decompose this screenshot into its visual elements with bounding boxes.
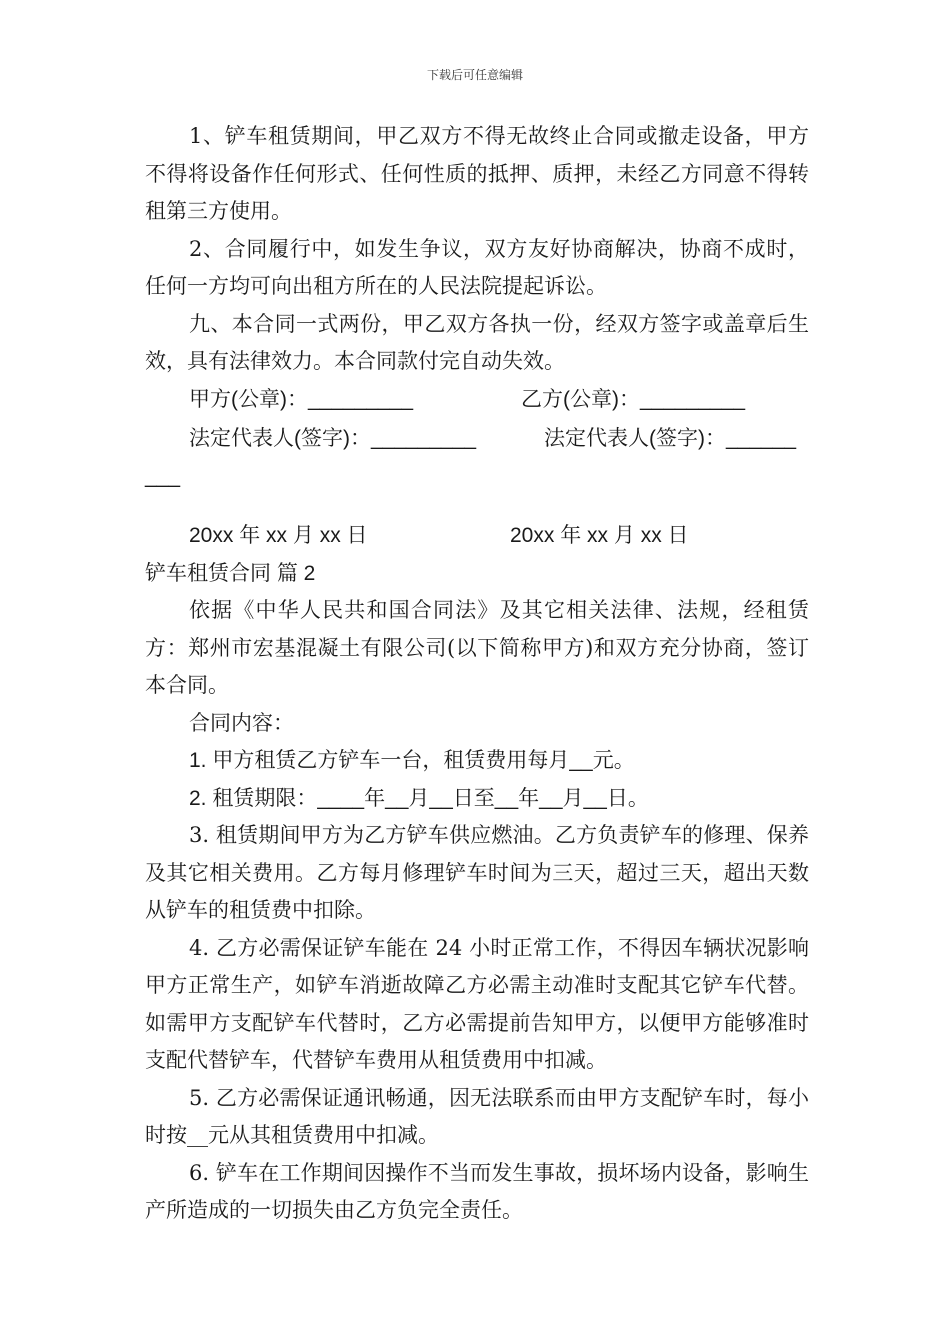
party-a-representative: 法定代表人(签字)：_________ — [189, 427, 477, 450]
date-row — [145, 517, 809, 555]
clause-paragraph-2: 2、合同履行中，如发生争议，双方友好协商解决，协商不成时，任何一方均可向出租方所在的人民法院提起诉讼。 — [145, 236, 809, 298]
party-b-date: 20xx 年 xx 月 xx 日 — [510, 524, 689, 547]
contract-item-5: 5. 乙方必需保证通讯畅通，因无法联系而由甲方支配铲车时，每小时按__元从其租赁费用中扣减。 — [145, 1085, 809, 1147]
party-a-seal: 甲方(公章)：_________ — [189, 387, 414, 411]
contract-item-6: 6. 铲车在工作期间因操作不当而发生事故，损坏场内设备，影响生产所造成的一切损失由乙方负完全责任。 — [145, 1160, 809, 1222]
party-a-date: 20xx 年 xx 月 xx 日 — [189, 524, 368, 547]
page-header: 下载后可任意编辑 — [426, 68, 523, 82]
section-title: 铲车租赁合同 篇 2 — [145, 561, 316, 585]
contract-item-2: 2. 租赁期限：____年__月__日至__年__月__日。 — [189, 786, 649, 810]
contract-item-4: 4. 乙方必需保证铲车能在 24 小时正常工作，不得因车辆状况影响甲方正常生产，如铲车消逝故障乙方必需主动准时支配其它铲车代替。如需甲方支配铲车代替时，乙方必需提前告知甲方，以便甲方能够准时支配代替铲车，代替铲车费用从租赁费用中扣减。 — [145, 935, 809, 1072]
representative-row — [145, 420, 809, 458]
seal-row — [145, 381, 809, 419]
party-b-seal: 乙方(公章)：_________ — [521, 387, 746, 411]
contract-item-3: 3. 租赁期间甲方为乙方铲车供应燃油。乙方负责铲车的修理、保养及其它相关费用。乙方每月修理铲车时间为三天，超过三天，超出天数从铲车的租赁费中扣除。 — [145, 823, 809, 922]
section-intro: 依据《中华人民共和国合同法》及其它相关法律、法规，经租赁方：郑州市宏基混凝土有限公司(以下简称甲方)和双方充分协商，签订本合同。 — [145, 598, 809, 697]
document-body — [145, 118, 809, 1230]
party-b-representative: 法定代表人(签字)：______ — [544, 427, 797, 450]
clause-paragraph-9: 九、本合同一式两份，甲乙双方各执一份，经双方签字或盖章后生效，具有法律效力。本合同款付完自动失效。 — [145, 311, 809, 373]
contract-item-1: 1. 甲方租赁乙方铲车一台，租赁费用每月__元。 — [189, 749, 635, 772]
clause-paragraph-1: 1、铲车租赁期间，甲乙双方不得无故终止合同或撤走设备，甲方不得将设备作任何形式、任何性质的抵押、质押，未经乙方同意不得转租第三方使用。 — [145, 124, 809, 223]
representative-underline-continuation: ___ — [145, 464, 181, 488]
content-label: 合同内容： — [189, 710, 294, 735]
